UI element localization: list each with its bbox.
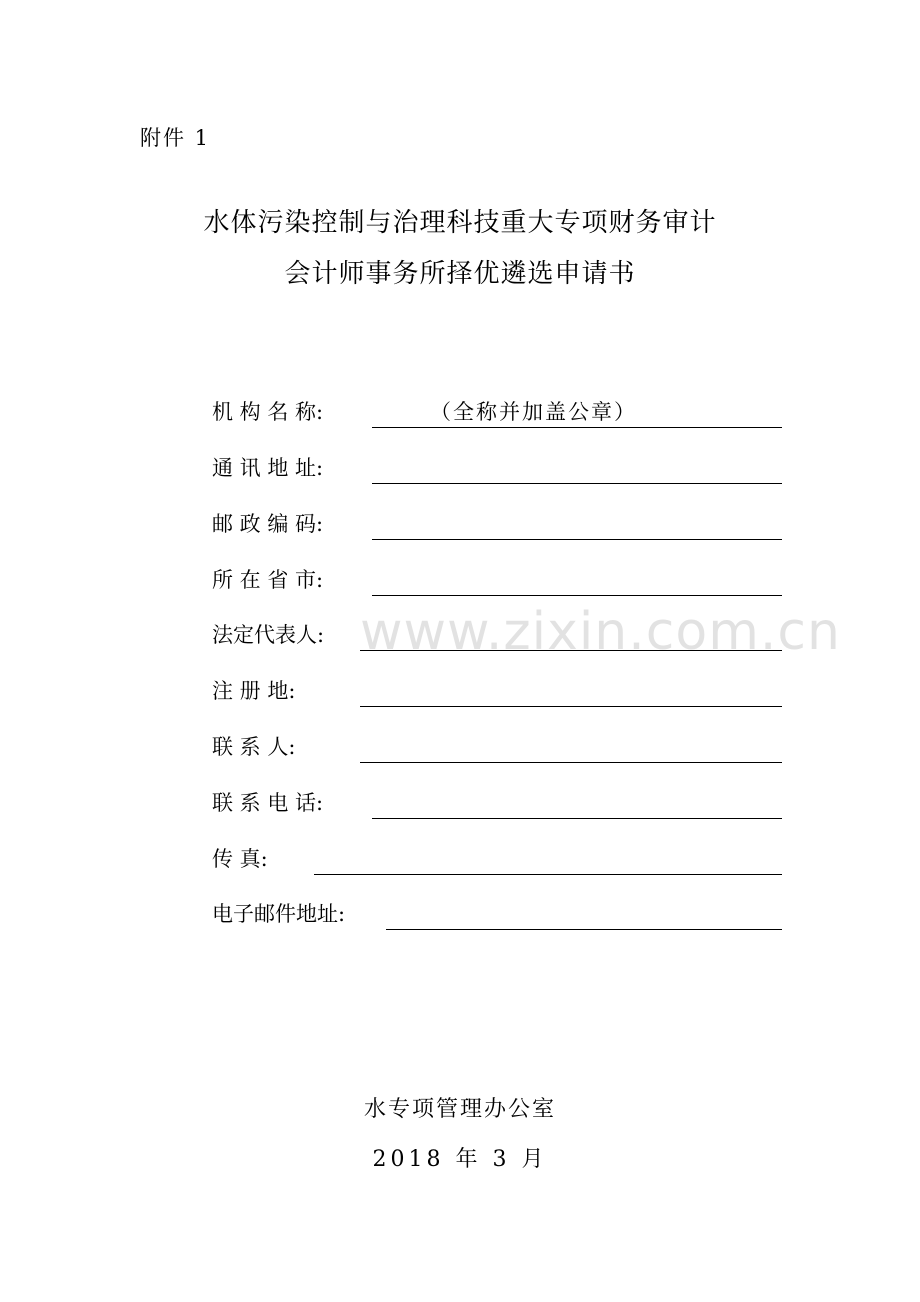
field-contact-phone xyxy=(212,789,782,819)
field-legal-representative xyxy=(212,621,782,651)
field-label: 法定代表人: xyxy=(212,623,325,647)
field-label: 电子邮件地址: xyxy=(212,902,346,926)
attachment-label: 附件 1 xyxy=(140,126,211,150)
field-registered-place xyxy=(212,677,782,707)
field-contact-person xyxy=(212,733,782,763)
field-label: 联 系 电 话: xyxy=(212,791,324,815)
field-mailing-address xyxy=(212,454,782,484)
field-input-line[interactable] xyxy=(360,732,782,763)
document-title-line1: 水体污染控制与治理科技重大专项财务审计 xyxy=(203,208,717,238)
field-postal-code xyxy=(212,510,782,540)
field-label: 邮 政 编 码: xyxy=(212,512,324,536)
field-label: 所 在 省 市: xyxy=(212,568,324,592)
field-hint: （全称并加盖公章） xyxy=(430,400,637,424)
field-label: 注 册 地: xyxy=(212,679,296,703)
document-title-line2: 会计师事务所择优遴选申请书 xyxy=(284,259,636,289)
field-input-line[interactable] xyxy=(372,453,782,484)
issuing-office: 水专项管理办公室 xyxy=(363,1097,556,1122)
field-label: 机 构 名 称: xyxy=(212,400,324,424)
field-input-line[interactable] xyxy=(372,788,782,819)
issue-date: 2018 年 3 月 xyxy=(372,1147,548,1172)
field-fax xyxy=(212,845,782,875)
field-input-line[interactable] xyxy=(372,509,782,540)
field-input-line[interactable] xyxy=(314,844,782,875)
field-input-line[interactable] xyxy=(386,899,782,930)
field-label: 通 讯 地 址: xyxy=(212,456,324,480)
field-organization-name xyxy=(212,398,782,428)
field-province-city xyxy=(212,566,782,596)
field-label: 传 真: xyxy=(212,847,268,871)
field-input-line[interactable] xyxy=(360,620,782,651)
field-input-line[interactable] xyxy=(360,676,782,707)
field-label: 联 系 人: xyxy=(212,735,296,759)
field-email-address xyxy=(212,900,782,930)
watermark: www.zixin.com.cn xyxy=(360,602,841,662)
field-input-line[interactable] xyxy=(372,565,782,596)
